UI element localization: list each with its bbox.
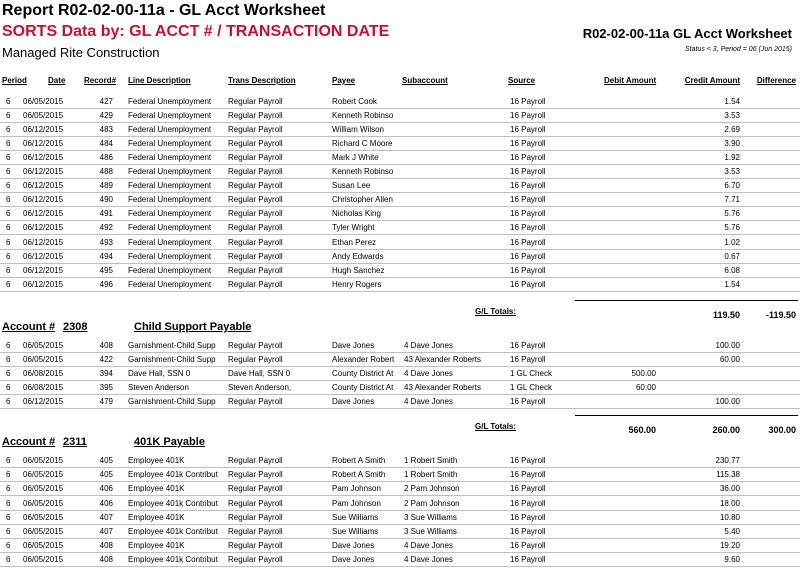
- table-row: [0, 525, 800, 539]
- cell-credit: 3.53: [724, 167, 740, 177]
- col-credit: Credit Amount: [684, 76, 740, 85]
- cell-payee: Mark J White: [332, 153, 379, 163]
- cell-payee: Kenneth Robinso: [332, 111, 394, 121]
- cell-line-description: Federal Unemployment: [128, 139, 212, 149]
- cell-line-description: Federal Unemployment: [128, 251, 212, 261]
- cell-date: 06/05/2015: [23, 341, 64, 350]
- cell-period: 6: [6, 555, 11, 565]
- cell-period: 6: [6, 512, 11, 522]
- cell-payee: Robert A Smith: [332, 456, 386, 465]
- cell-date: 06/12/2015: [23, 209, 64, 219]
- cell-trans-description: Steven Anderson,: [228, 383, 292, 392]
- cell-date: 06/05/2015: [23, 527, 64, 536]
- cell-source: 16 Payroll: [510, 397, 546, 406]
- table-row: [0, 193, 800, 207]
- cell-record: 408: [99, 341, 113, 350]
- cell-trans-description: Regular Payroll: [228, 195, 283, 205]
- cell-trans-description: Regular Payroll: [228, 498, 283, 508]
- cell-source: 16 Payroll: [510, 223, 546, 233]
- cell-subaccount: 4 Dave Jones: [404, 397, 453, 406]
- table-row: [0, 539, 800, 553]
- account-label: Account #: [2, 321, 56, 333]
- cell-trans-description: Regular Payroll: [228, 125, 283, 135]
- cell-source: 16 Payroll: [510, 237, 546, 247]
- cell-date: 06/12/2015: [23, 153, 64, 163]
- cell-subaccount: 1 Robert Smith: [404, 456, 458, 465]
- cell-period: 6: [6, 341, 11, 350]
- col-difference: Difference: [756, 76, 796, 85]
- cell-line-description: Employee 401K: [128, 456, 185, 465]
- gl-debit-total: 560.00: [628, 425, 656, 435]
- cell-date: 06/05/2015: [23, 512, 64, 522]
- cell-subaccount: 3 Sue Williams: [404, 512, 457, 522]
- cell-subaccount: 1 Robert Smith: [404, 470, 458, 480]
- right-report-title: R02-02-00-11a GL Acct Worksheet: [582, 26, 792, 41]
- cell-date: 06/05/2015: [23, 97, 64, 106]
- cell-date: 06/05/2015: [23, 555, 64, 565]
- table-row: [0, 95, 800, 109]
- cell-record: 394: [99, 369, 113, 378]
- cell-line-description: Federal Unemployment: [128, 223, 212, 233]
- account-number: 2308: [63, 321, 88, 333]
- cell-line-description: Federal Unemployment: [128, 111, 212, 121]
- cell-line-description: Garnishment-Child Supp: [128, 355, 216, 364]
- col-line-description: Line Description: [128, 76, 191, 85]
- cell-date: 06/08/2015: [23, 369, 64, 378]
- table-row: [0, 165, 800, 179]
- table-row: [0, 151, 800, 165]
- table-row: [0, 353, 800, 367]
- cell-period: 6: [6, 470, 11, 480]
- cell-period: 6: [6, 97, 11, 106]
- company-name: Managed Rite Construction: [2, 45, 160, 60]
- cell-trans-description: Regular Payroll: [228, 541, 283, 551]
- cell-record: 406: [99, 498, 113, 508]
- cell-line-description: Employee 401K: [128, 512, 185, 522]
- cell-period: 6: [6, 223, 11, 233]
- cell-credit: 18.00: [719, 498, 740, 508]
- gl-totals-label: G/L Totals:: [475, 307, 517, 316]
- cell-credit: 115.38: [716, 470, 740, 480]
- cell-subaccount: 3 Sue Williams: [404, 527, 457, 536]
- cell-date: 06/12/2015: [23, 251, 64, 261]
- cell-payee: Ethan Perez: [332, 237, 377, 247]
- col-debit: Debit Amount: [604, 76, 657, 85]
- cell-trans-description: Regular Payroll: [228, 555, 283, 565]
- cell-line-description: Garnishment-Child Supp: [128, 397, 216, 406]
- cell-credit: 230.77: [715, 456, 740, 465]
- status-line: Status < 3, Period = 06 (Jun 2015): [684, 46, 792, 53]
- cell-credit: 2.69: [724, 125, 740, 135]
- cell-credit: 60.00: [719, 355, 740, 364]
- cell-trans-description: Regular Payroll: [228, 223, 283, 233]
- gl-credit-total: 119.50: [712, 310, 740, 320]
- table-row: [0, 264, 800, 278]
- cell-source: 16 Payroll: [510, 153, 546, 163]
- table-row: [0, 339, 800, 353]
- cell-record: 489: [99, 181, 113, 191]
- table-row: [0, 109, 800, 123]
- cell-trans-description: Regular Payroll: [228, 512, 283, 522]
- cell-payee: Nicholas King: [332, 209, 381, 219]
- cell-period: 6: [6, 195, 11, 205]
- cell-trans-description: Regular Payroll: [228, 397, 283, 406]
- cell-record: 490: [99, 195, 113, 205]
- cell-subaccount: 4 Dave Jones: [404, 555, 453, 565]
- cell-credit: 3.53: [724, 111, 740, 121]
- cell-period: 6: [6, 181, 11, 191]
- cell-debit: 60.00: [635, 383, 656, 392]
- cell-period: 6: [6, 265, 11, 275]
- cell-date: 06/12/2015: [23, 181, 64, 191]
- table-row: [0, 482, 800, 496]
- cell-trans-description: Regular Payroll: [228, 251, 283, 261]
- cell-record: 395: [99, 383, 113, 392]
- cell-record: 488: [99, 167, 113, 177]
- cell-period: 6: [6, 209, 11, 219]
- table-row: [0, 468, 800, 482]
- cell-period: 6: [6, 383, 11, 392]
- cell-line-description: Employee 401k Contribut: [128, 527, 218, 536]
- cell-credit: 6.70: [724, 181, 740, 191]
- cell-credit: 0.67: [724, 251, 740, 261]
- account-name: Child Support Payable: [134, 321, 252, 333]
- cell-source: 16 Payroll: [510, 456, 546, 465]
- cell-credit: 1.54: [724, 279, 740, 289]
- cell-period: 6: [6, 397, 11, 406]
- cell-payee: Dave Jones: [332, 397, 375, 406]
- cell-trans-description: Regular Payroll: [228, 355, 283, 364]
- table-row: [0, 137, 800, 151]
- cell-payee: Pam Johnson: [332, 498, 381, 508]
- cell-record: 479: [99, 397, 113, 406]
- cell-date: 06/12/2015: [23, 279, 64, 289]
- cell-line-description: Federal Unemployment: [128, 167, 212, 177]
- cell-record: 407: [99, 527, 113, 536]
- cell-source: 16 Payroll: [510, 181, 546, 191]
- cell-subaccount: 43 Alexander Roberts: [404, 355, 481, 364]
- table-row: [0, 221, 800, 235]
- table-row: [0, 381, 800, 395]
- gl-credit-total: 260.00: [712, 425, 740, 435]
- cell-payee: Alexander Robert: [332, 355, 395, 364]
- cell-debit: 500.00: [631, 369, 656, 378]
- cell-date: 06/12/2015: [23, 167, 64, 177]
- table-row: [0, 511, 800, 525]
- cell-record: 484: [99, 139, 113, 149]
- cell-record: 486: [99, 153, 113, 163]
- cell-date: 06/05/2015: [23, 355, 64, 364]
- cell-period: 6: [6, 125, 11, 135]
- cell-payee: Pam Johnson: [332, 484, 381, 494]
- cell-period: 6: [6, 456, 11, 465]
- cell-record: 405: [99, 470, 113, 480]
- cell-date: 06/12/2015: [23, 139, 64, 149]
- cell-source: 16 Payroll: [510, 498, 546, 508]
- cell-payee: County District At: [332, 383, 394, 392]
- cell-source: 1 GL Check: [510, 383, 552, 392]
- cell-credit: 3.90: [724, 139, 740, 149]
- table-row: [0, 123, 800, 137]
- cell-subaccount: 4 Dave Jones: [404, 369, 453, 378]
- cell-period: 6: [6, 279, 11, 289]
- table-row: [0, 278, 800, 292]
- cell-trans-description: Regular Payroll: [228, 153, 283, 163]
- cell-subaccount: 2 Pam Johnson: [404, 498, 460, 508]
- account-label: Account #: [2, 436, 56, 448]
- table-row: [0, 454, 800, 468]
- cell-trans-description: Regular Payroll: [228, 456, 283, 465]
- cell-date: 06/12/2015: [23, 223, 64, 233]
- cell-period: 6: [6, 251, 11, 261]
- col-date: Date: [48, 76, 66, 85]
- cell-credit: 1.92: [724, 153, 740, 163]
- cell-payee: Henry Rogers: [332, 279, 382, 289]
- cell-payee: County District At: [332, 369, 394, 378]
- cell-date: 06/05/2015: [23, 484, 64, 494]
- cell-record: 408: [99, 555, 113, 565]
- cell-record: 429: [99, 111, 113, 121]
- cell-date: 06/05/2015: [23, 111, 64, 121]
- cell-source: 16 Payroll: [510, 541, 546, 551]
- cell-credit: 9.60: [724, 555, 740, 565]
- cell-record: 408: [99, 541, 113, 551]
- cell-record: 496: [99, 279, 113, 289]
- cell-period: 6: [6, 498, 11, 508]
- table-row: [0, 553, 800, 567]
- cell-record: 495: [99, 265, 113, 275]
- account-name: 401K Payable: [134, 436, 205, 448]
- cell-trans-description: Regular Payroll: [228, 167, 283, 177]
- cell-payee: William Wilson: [332, 125, 384, 135]
- cell-period: 6: [6, 167, 11, 177]
- cell-record: 491: [99, 209, 113, 219]
- cell-date: 06/05/2015: [23, 470, 64, 480]
- cell-date: 06/05/2015: [23, 541, 64, 551]
- cell-record: 494: [99, 251, 113, 261]
- cell-payee: Christopher Allen: [332, 195, 393, 205]
- cell-trans-description: Regular Payroll: [228, 484, 283, 494]
- table-row: [0, 207, 800, 221]
- cell-payee: Dave Jones: [332, 341, 375, 350]
- table-row: [0, 395, 800, 409]
- cell-source: 16 Payroll: [510, 555, 546, 565]
- report-title: Report R02-02-00-11a - GL Acct Worksheet: [2, 2, 326, 19]
- cell-date: 06/12/2015: [23, 237, 64, 247]
- cell-credit: 5.76: [724, 209, 740, 219]
- cell-source: 16 Payroll: [510, 125, 546, 135]
- cell-line-description: Federal Unemployment: [128, 209, 212, 219]
- cell-trans-description: Regular Payroll: [228, 97, 283, 106]
- col-source: Source: [508, 76, 536, 85]
- col-trans-description: Trans Description: [228, 76, 296, 85]
- cell-trans-description: Regular Payroll: [228, 341, 283, 350]
- cell-source: 16 Payroll: [510, 355, 546, 364]
- cell-date: 06/12/2015: [23, 397, 64, 406]
- cell-source: 16 Payroll: [510, 97, 546, 106]
- cell-period: 6: [6, 527, 11, 536]
- cell-trans-description: Regular Payroll: [228, 527, 283, 536]
- cell-record: 493: [99, 237, 113, 247]
- cell-payee: Dave Jones: [332, 555, 375, 565]
- cell-line-description: Employee 401K: [128, 484, 185, 494]
- gl-totals-label: G/L Totals:: [475, 422, 517, 431]
- table-row: [0, 179, 800, 193]
- cell-source: 16 Payroll: [510, 512, 546, 522]
- cell-record: 422: [99, 355, 113, 364]
- cell-line-description: Employee 401k Contribut: [128, 555, 218, 565]
- cell-credit: 100.00: [715, 341, 740, 350]
- cell-source: 16 Payroll: [510, 341, 546, 350]
- cell-trans-description: Regular Payroll: [228, 470, 283, 480]
- cell-period: 6: [6, 111, 11, 121]
- cell-credit: 6.08: [724, 265, 740, 275]
- cell-period: 6: [6, 369, 11, 378]
- cell-source: 1 GL Check: [510, 369, 552, 378]
- cell-credit: 36.00: [719, 484, 740, 494]
- col-payee: Payee: [332, 76, 356, 85]
- table-row: [0, 250, 800, 264]
- cell-line-description: Federal Unemployment: [128, 265, 212, 275]
- cell-source: 16 Payroll: [510, 484, 546, 494]
- cell-line-description: Employee 401K: [128, 541, 185, 551]
- cell-date: 06/05/2015: [23, 498, 64, 508]
- cell-credit: 100.00: [715, 397, 740, 406]
- cell-trans-description: Regular Payroll: [228, 265, 283, 275]
- cell-source: 16 Payroll: [510, 111, 546, 121]
- cell-line-description: Steven Anderson: [128, 383, 189, 392]
- cell-date: 06/12/2015: [23, 125, 64, 135]
- gl-difference-total: -119.50: [765, 310, 796, 320]
- cell-line-description: Federal Unemployment: [128, 97, 212, 106]
- cell-date: 06/05/2015: [23, 456, 64, 465]
- gl-difference-total: 300.00: [768, 425, 796, 435]
- cell-credit: 10.80: [719, 512, 740, 522]
- cell-credit: 7.71: [724, 195, 740, 205]
- cell-period: 6: [6, 237, 11, 247]
- cell-line-description: Employee 401k Contribut: [128, 498, 218, 508]
- sorts-line: SORTS Data by: GL ACCT # / TRANSACTION DATE: [2, 23, 390, 40]
- cell-payee: Sue Williams: [332, 512, 379, 522]
- cell-trans-description: Regular Payroll: [228, 209, 283, 219]
- cell-credit: 1.54: [724, 97, 740, 106]
- cell-period: 6: [6, 541, 11, 551]
- cell-payee: Robert A Smith: [332, 470, 386, 480]
- cell-payee: Tyler Wright: [332, 223, 375, 233]
- cell-subaccount: 43 Alexander Roberts: [404, 383, 481, 392]
- cell-payee: Andy Edwards: [332, 251, 384, 261]
- cell-line-description: Garnishment-Child Supp: [128, 341, 216, 350]
- cell-record: 483: [99, 125, 113, 135]
- cell-period: 6: [6, 139, 11, 149]
- cell-period: 6: [6, 355, 11, 364]
- cell-payee: Susan Lee: [332, 181, 371, 191]
- cell-line-description: Federal Unemployment: [128, 279, 212, 289]
- cell-source: 16 Payroll: [510, 167, 546, 177]
- cell-date: 06/12/2015: [23, 195, 64, 205]
- cell-credit: 1.02: [724, 237, 740, 247]
- cell-payee: Robert Cook: [332, 97, 377, 106]
- cell-payee: Hugh Sanchez: [332, 265, 385, 275]
- cell-record: 492: [99, 223, 113, 233]
- cell-record: 427: [99, 97, 113, 106]
- cell-subaccount: 4 Dave Jones: [404, 341, 453, 350]
- table-row: [0, 236, 800, 250]
- table-row: [0, 497, 800, 511]
- cell-payee: Dave Jones: [332, 541, 375, 551]
- cell-source: 16 Payroll: [510, 527, 546, 536]
- cell-record: 406: [99, 484, 113, 494]
- cell-credit: 19.20: [719, 541, 740, 551]
- cell-date: 06/08/2015: [23, 383, 64, 392]
- cell-payee: Kenneth Robinso: [332, 167, 394, 177]
- cell-date: 06/12/2015: [23, 265, 64, 275]
- cell-line-description: Dave Hall, SSN 0: [128, 369, 191, 378]
- cell-credit: 5.40: [724, 527, 740, 536]
- cell-record: 405: [99, 456, 113, 465]
- table-row: [0, 367, 800, 381]
- cell-trans-description: Regular Payroll: [228, 237, 283, 247]
- col-period: Period: [2, 76, 27, 85]
- cell-source: 16 Payroll: [510, 470, 546, 480]
- col-record: Record#: [84, 76, 117, 85]
- cell-trans-description: Regular Payroll: [228, 279, 283, 289]
- cell-source: 16 Payroll: [510, 139, 546, 149]
- totals-rule: [575, 415, 798, 416]
- col-subaccount: Subaccount: [402, 76, 448, 85]
- cell-source: 16 Payroll: [510, 265, 546, 275]
- cell-period: 6: [6, 484, 11, 494]
- cell-line-description: Federal Unemployment: [128, 181, 212, 191]
- cell-source: 16 Payroll: [510, 251, 546, 261]
- cell-line-description: Federal Unemployment: [128, 125, 212, 135]
- cell-source: 16 Payroll: [510, 279, 546, 289]
- cell-trans-description: Regular Payroll: [228, 139, 283, 149]
- cell-line-description: Federal Unemployment: [128, 153, 212, 163]
- cell-payee: Richard C Moore: [332, 139, 393, 149]
- cell-line-description: Employee 401k Contribut: [128, 470, 218, 480]
- account-number: 2311: [63, 436, 87, 448]
- cell-period: 6: [6, 153, 11, 163]
- cell-line-description: Federal Unemployment: [128, 237, 212, 247]
- cell-payee: Sue Williams: [332, 527, 379, 536]
- totals-rule: [575, 300, 798, 301]
- cell-line-description: Federal Unemployment: [128, 195, 212, 205]
- cell-trans-description: Regular Payroll: [228, 181, 283, 191]
- cell-record: 407: [99, 512, 113, 522]
- cell-source: 16 Payroll: [510, 209, 546, 219]
- cell-trans-description: Regular Payroll: [228, 111, 283, 121]
- cell-trans-description: Dave Hall, SSN 0: [228, 369, 291, 378]
- cell-source: 16 Payroll: [510, 195, 546, 205]
- cell-subaccount: 2 Pam Johnson: [404, 484, 460, 494]
- cell-credit: 5.76: [724, 223, 740, 233]
- cell-subaccount: 4 Dave Jones: [404, 541, 453, 551]
